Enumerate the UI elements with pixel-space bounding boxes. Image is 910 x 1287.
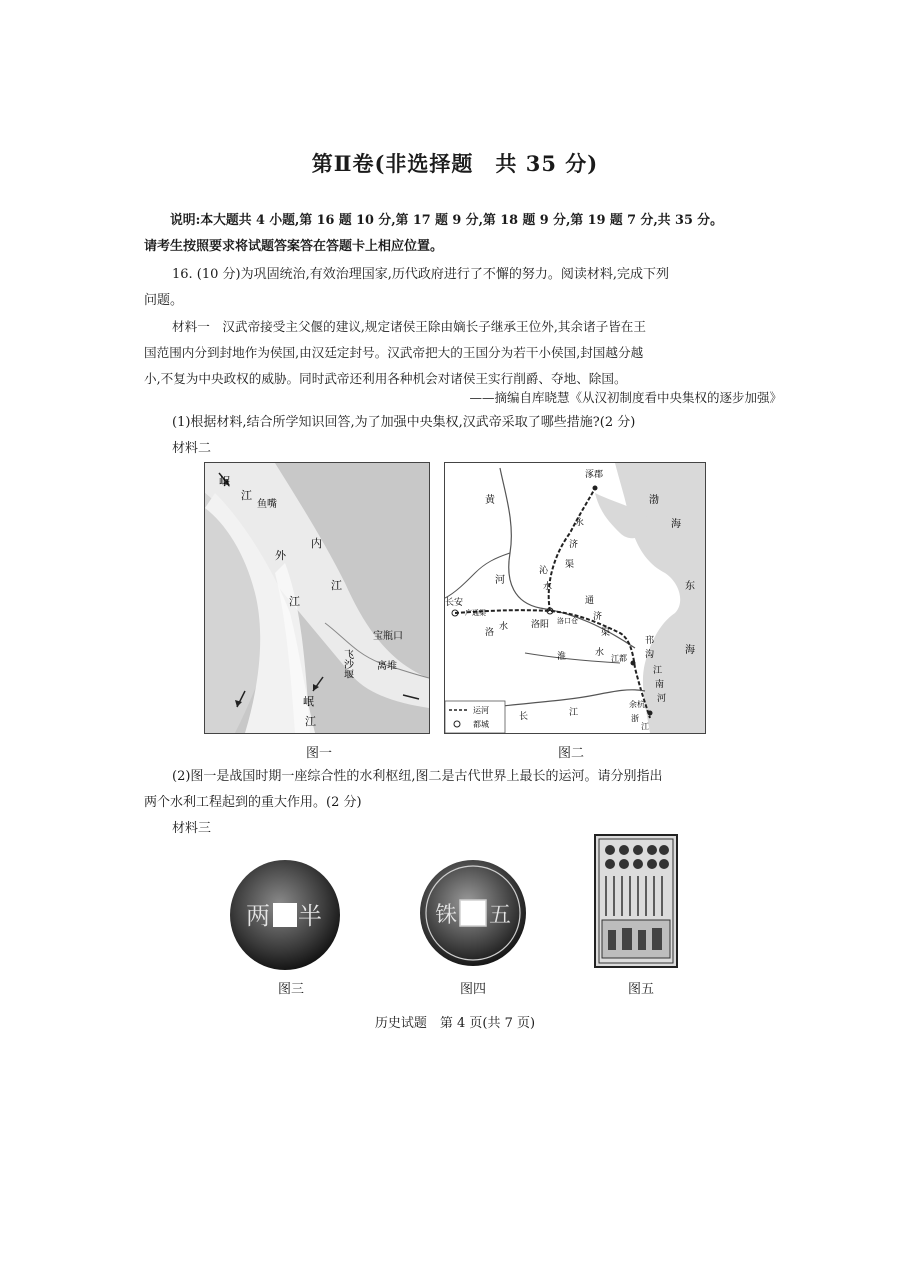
figure-1-caption: 图一 <box>305 746 332 761</box>
label-qin: 沁 <box>539 566 549 576</box>
label-luokoucang: 洛口仓 <box>557 617 578 625</box>
instructions-line-2: 请考生按照要求将试题答案答在答题卡上相应位置。 <box>144 239 444 254</box>
label-guangtong: 广通渠 <box>465 609 486 617</box>
material-1-line-3: 小,不复为中央政权的威胁。同时武帝还利用各种机会对诸侯王实行削爵、夺地、除国。 <box>144 371 627 386</box>
material-2-label: 材料二 <box>172 441 212 456</box>
label-bo: 渤 <box>649 495 659 506</box>
label-jiangdu: 江都 <box>611 654 627 663</box>
material-1-line-2: 国范围内分到封地作为侯国,由汉廷定封号。汉武帝把大的王国分为若干小侯国,封国越分越 <box>144 345 644 360</box>
label-nan: 南 <box>655 680 665 690</box>
label-min-1: 岷 <box>219 475 230 488</box>
material-1-line-1: 材料一 汉武帝接受主父偃的建议,规定诸侯王除由嫡长子继承王位外,其余诸子皆在王 <box>172 319 646 334</box>
label-feisha: 飞沙堰 <box>341 649 353 679</box>
legend-city: 都城 <box>473 720 489 729</box>
city-yuhang <box>648 711 653 716</box>
label-yong: 永 <box>575 518 585 528</box>
jiaozi-svg <box>594 834 678 968</box>
question-16-intro-1: 16. (10 分)为巩固统治,有效治理国家,历代政府进行了不懈的努力。阅读材料,完成下列 <box>172 267 670 282</box>
label-huang: 黄 <box>485 495 495 506</box>
figure-4-wuzhu-coin <box>418 858 528 968</box>
label-tong: 通 <box>585 596 595 606</box>
label-min-2: 岷 <box>303 695 314 708</box>
figure-2-svg <box>445 463 705 733</box>
section-title: 第Ⅱ卷(非选择题 共 35 分) <box>311 151 599 176</box>
sub-question-2-line-2: 两个水利工程起到的重大作用。(2 分) <box>144 795 362 810</box>
question-16-intro-2: 问题。 <box>144 293 184 308</box>
label-shui-qin: 水 <box>543 582 553 592</box>
sub-question-2-line-1: (2)图一是战国时期一座综合性的水利枢纽,图二是古代世界上最长的运河。请分别指出 <box>172 769 663 784</box>
figure-4-caption: 图四 <box>459 982 486 997</box>
label-hai-dong: 海 <box>685 645 695 656</box>
material-1-source: ——摘编自库晓慧《从汉初制度看中央集权的逐步加强》 <box>469 390 782 405</box>
legend-canal: 运河 <box>473 706 489 715</box>
label-ji: 济 <box>569 540 579 550</box>
label-dong: 东 <box>685 581 695 592</box>
label-jiang-nei: 江 <box>331 579 342 592</box>
label-han: 邗 <box>645 636 655 646</box>
figure-3-banliang-coin <box>228 858 342 972</box>
coin-3-char-left: 两 <box>246 902 270 930</box>
label-jiang-4: 江 <box>641 722 649 731</box>
label-shui-luo: 水 <box>499 622 509 632</box>
label-jiang-1: 江 <box>241 489 252 502</box>
figure-5-caption: 图五 <box>627 982 654 997</box>
label-he: 河 <box>495 575 505 586</box>
label-jiang-2: 江 <box>305 715 316 728</box>
instructions-line-1: 说明:本大题共 4 小题,第 16 题 10 分,第 17 题 9 分,第 18 题 9 分,第 19 题 7 分,共 35 分。 <box>170 213 723 228</box>
figure-1-svg <box>205 463 429 733</box>
city-zhuojun <box>593 486 598 491</box>
label-baoping: 宝瓶口 <box>373 631 403 642</box>
label-ji-2: 济 <box>593 612 603 622</box>
label-qu-tong: 渠 <box>601 628 611 638</box>
label-shui-huai: 水 <box>595 648 605 658</box>
label-yuzui: 鱼嘴 <box>257 499 277 510</box>
material-3-label: 材料三 <box>172 821 212 836</box>
label-hai-bo: 海 <box>671 519 681 530</box>
coin-4-char-right: 五 <box>488 903 512 928</box>
label-changan: 长安 <box>445 598 464 608</box>
label-jiang-3: 江 <box>569 708 579 718</box>
coin-3-svg <box>228 858 342 972</box>
coin-4-svg <box>418 858 528 968</box>
label-qu-yong: 渠 <box>565 560 575 570</box>
label-chang: 长 <box>519 712 529 722</box>
city-jiangdu <box>631 661 636 666</box>
coin-4-char-left: 铢 <box>434 903 458 928</box>
label-zhuojun: 涿郡 <box>585 470 604 480</box>
label-yuhang: 余杭 <box>629 700 645 709</box>
label-jiang: 江 <box>653 666 663 676</box>
label-gou: 沟 <box>645 650 655 660</box>
sub-question-1: (1)根据材料,结合所学知识回答,为了加强中央集权,汉武帝采取了哪些措施?(2 分) <box>172 415 636 430</box>
label-luoyang: 洛阳 <box>531 620 550 630</box>
figure-5-jiaozi-paper-money <box>594 834 678 968</box>
coin-3-square-hole <box>273 903 297 927</box>
figure-2-caption: 图二 <box>557 746 584 761</box>
figure-1-dujiangyan-map <box>204 462 430 734</box>
page-footer: 历史试题 第 4 页(共 7 页) <box>374 1016 536 1031</box>
figure-2-grand-canal-map <box>444 462 706 734</box>
label-he-2: 河 <box>657 694 667 704</box>
coin-3-char-right: 半 <box>298 902 322 930</box>
coin-4-square-hole <box>460 900 486 926</box>
label-jiang-wai: 江 <box>289 595 300 608</box>
label-huai: 淮 <box>557 652 567 662</box>
label-nei: 内 <box>311 537 322 550</box>
label-lidui: 离堆 <box>377 661 397 672</box>
figure-3-caption: 图三 <box>277 982 304 997</box>
label-zhe: 浙 <box>631 714 639 723</box>
label-wai: 外 <box>275 549 286 562</box>
label-luo: 洛 <box>485 628 495 638</box>
